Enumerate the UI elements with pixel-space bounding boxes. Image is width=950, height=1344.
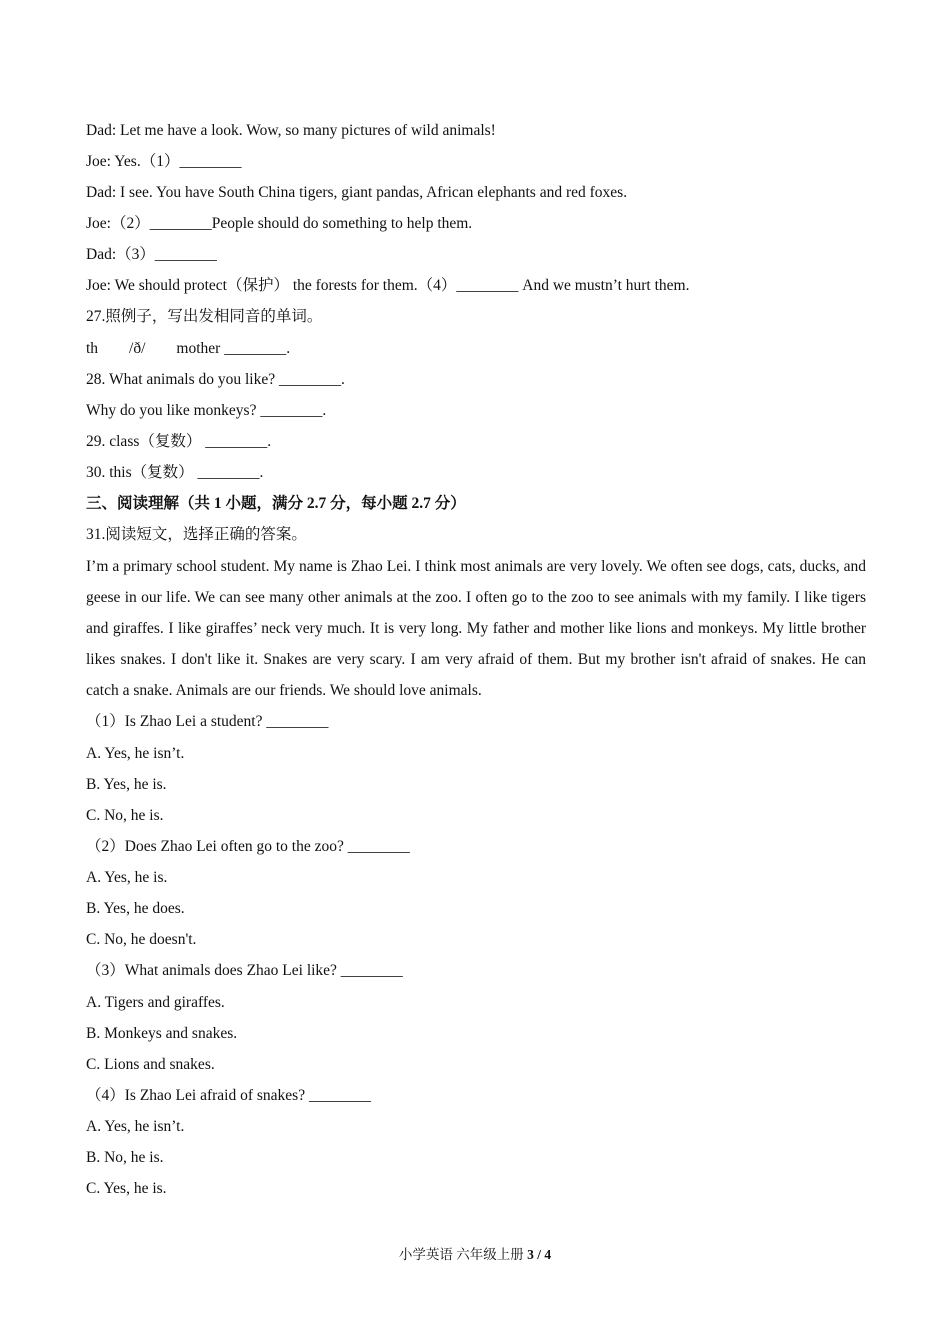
dialogue-line-5: Dad:（3）________ — [86, 246, 217, 263]
dialogue-line-3: Dad: I see. You have South China tigers, giant pandas, African elephants and red foxes. — [86, 184, 628, 201]
reading-question-2-option-a: A. Yes, he is. — [86, 869, 168, 886]
page-number: 3 / 4 — [527, 1247, 552, 1262]
reading-question-2: （2）Does Zhao Lei often go to the zoo? ________ — [86, 838, 410, 855]
question-27-prompt: 27.照例子，写出发相同音的单词。 — [86, 308, 323, 325]
reading-question-3: （3）What animals does Zhao Lei like? ________ — [86, 962, 403, 979]
footer-label: 小学英语 六年级上册 — [398, 1247, 524, 1262]
reading-question-4: （4）Is Zhao Lei afraid of snakes? ________ — [86, 1087, 371, 1104]
reading-question-4-option-c: C. Yes, he is. — [86, 1180, 167, 1197]
reading-question-1-option-c: C. No, he is. — [86, 807, 164, 824]
dialogue-line-2: Joe: Yes.（1）________ — [86, 153, 242, 170]
reading-passage: I’m a primary school student. My name is Zhao Lei. I think most animals are very lovely. We often see dogs, cats, ducks, and geese in our life. We can see many other animals at the zoo. I often go to the zoo to see animals with my family. I like tigers and giraffes. I like giraffes’ neck very much. It is very long. My father and mother like lions and monkeys. My little brother likes snakes. I don't like it. Snakes are very scary. I am very afraid of them. But my brother isn't afraid of snakes. He can catch a snake. Animals are our friends. We should love animals. — [86, 558, 866, 699]
reading-question-4-option-b: B. No, he is. — [86, 1149, 164, 1166]
dialogue-line-1: Dad: Let me have a look. Wow, so many pictures of wild animals! — [86, 122, 496, 139]
reading-question-3-option-b: B. Monkeys and snakes. — [86, 1025, 238, 1042]
reading-question-2-option-b: B. Yes, he does. — [86, 900, 185, 917]
question-30: 30. this（复数） ________. — [86, 464, 264, 481]
question-31-prompt: 31.阅读短文，选择正确的答案。 — [86, 526, 307, 543]
question-29: 29. class（复数） ________. — [86, 433, 272, 450]
reading-question-4-option-a: A. Yes, he isn’t. — [86, 1118, 185, 1135]
question-27-example: th /ð/ mother ________. — [86, 340, 291, 357]
section-3-heading: 三、阅读理解（共 1 小题，满分 2.7 分，每小题 2.7 分） — [86, 495, 466, 512]
question-28-line-1: 28. What animals do you like? ________. — [86, 371, 345, 388]
reading-question-2-option-c: C. No, he doesn't. — [86, 931, 197, 948]
reading-question-1-option-b: B. Yes, he is. — [86, 776, 167, 793]
reading-question-3-option-c: C. Lions and snakes. — [86, 1056, 215, 1073]
dialogue-line-4: Joe:（2）________People should do something to help them. — [86, 215, 473, 232]
reading-question-1: （1）Is Zhao Lei a student? ________ — [86, 713, 329, 730]
question-28-line-2: Why do you like monkeys? ________. — [86, 402, 327, 419]
reading-question-3-option-a: A. Tigers and giraffes. — [86, 994, 225, 1011]
reading-question-1-option-a: A. Yes, he isn’t. — [86, 745, 185, 762]
page-footer — [0, 1246, 950, 1264]
dialogue-line-6: Joe: We should protect（保护） the forests for them.（4）________ And we mustn’t hurt them. — [86, 277, 690, 294]
